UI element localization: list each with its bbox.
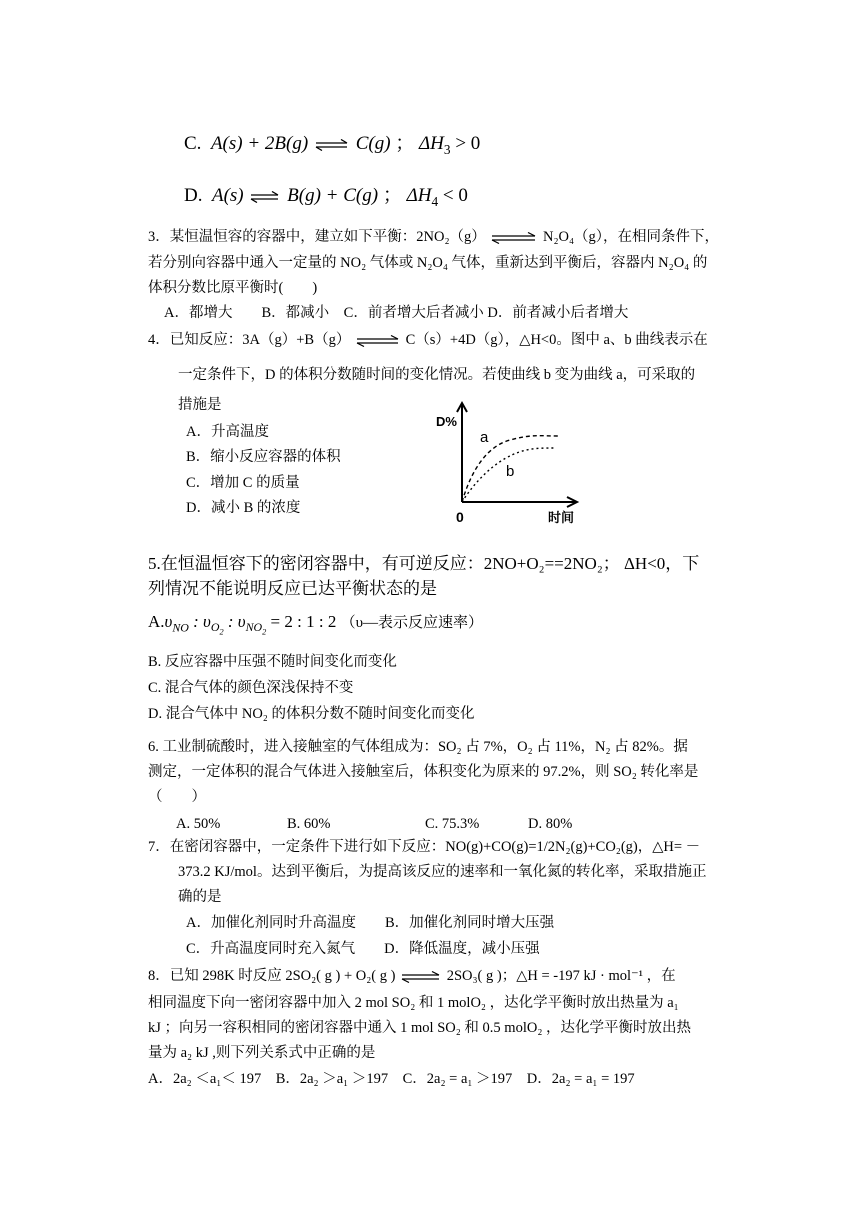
q3-line1 xyxy=(148,228,719,246)
q8-text: 2SO₃( g )；△H = -197 kJ · mol⁻¹ ，在 xyxy=(446,968,676,984)
q4-option-b: B．缩小反应容器的体积 xyxy=(186,449,341,465)
equilibrium-arrow-icon xyxy=(250,191,280,203)
q4-option-d: D．减小 B 的浓度 xyxy=(186,500,301,516)
q6-line1: 6. 工业制硫酸时，进入接触室的气体组成为：SO₂ 占 7%，O₂ 占 11%，N₂ 占 82%。据 xyxy=(148,739,688,755)
enthalpy-symbol: ΔH xyxy=(406,185,432,206)
q8-line2: 相同温度下向一密闭容器中加入 2 mol SO₂ 和 1 molO₂ ，达化学平衡时放出热量为 a₁ xyxy=(148,995,679,1011)
q4-line2: 一定条件下，D 的体积分数随时间的变化情况。若使曲线 b 变为曲线 a，可采取的 xyxy=(178,367,696,383)
q5-option-a: $A.\upsilon_{NO}$ : $\upsilon_{O_2}$ : $\upsilon_{NO_2} = 2$ : 1 : 2 （υ—表示反应速率） xyxy=(148,612,484,637)
q8-line1 xyxy=(148,967,676,985)
equilibrium-arrow-icon xyxy=(315,139,349,151)
q4-graph xyxy=(430,398,590,530)
reactants: A(s) + 2B(g) xyxy=(210,133,309,154)
enthalpy-condition: > 0 xyxy=(455,133,481,154)
q7-line3: 确的是 xyxy=(178,889,222,905)
rate-ratio: = 2 : 1 : 2 xyxy=(270,612,337,631)
q5-option-b: B. 反应容器中压强不随时间变化而变化 xyxy=(148,654,397,670)
q4-option-c: C．增加 C 的质量 xyxy=(186,475,300,491)
q5-enthalpy: ΔH<0，下 xyxy=(624,554,700,573)
rate-note: （υ—表示反应速率） xyxy=(340,615,484,631)
q6-line3: （ ） xyxy=(148,789,206,805)
q5-line1 xyxy=(148,553,699,575)
q6-line2: 测定，一定体积的混合气体进入接触室后，体积变化为原来的 97.2%，则 SO₂ 转化率是 xyxy=(148,764,699,780)
q3-options: A．都增大 B．都减小 C．前者增大后者减小 D．前者减小后者增大 xyxy=(164,305,629,321)
q7-options-ab: A．加催化剂同时升高温度 B．加催化剂同时增大压强 xyxy=(186,915,555,931)
q4-line3: 措施是 xyxy=(178,397,222,413)
q5-option-c: C. 混合气体的颜色深浅保持不变 xyxy=(148,680,354,696)
q8-line3: kJ ；向另一容积相同的密闭容器中通入 1 mol SO₂ 和 0.5 molO₂ ，达化学平衡时放出热 xyxy=(148,1020,691,1036)
products: C(g) xyxy=(355,133,391,154)
curve-a-label: a xyxy=(480,429,489,446)
q4-text: 4．已知反应：3A（g）+B（g） xyxy=(148,332,351,348)
equilibrium-arrow-icon xyxy=(401,971,441,983)
option-label: A. xyxy=(148,612,165,631)
reactants: A(s) xyxy=(211,185,244,206)
enthalpy-subscript: 3 xyxy=(443,141,451,157)
x-axis-label: 时间 xyxy=(548,510,575,525)
option-label: C. xyxy=(184,133,202,154)
q8-line4: 量为 a₂ kJ ,则下列关系式中正确的是 xyxy=(148,1045,376,1061)
q7-line2: 373.2 KJ/mol。达到平衡后，为提高该反应的速率和一氧化氮的转化率，采取措施正 xyxy=(178,864,707,880)
q5-line2: 列情况不能说明反应已达平衡状态的是 xyxy=(148,579,437,598)
q6-option-a: A. 50% xyxy=(176,816,221,832)
q3-line3: 体积分数比原平衡时( ) xyxy=(148,280,318,296)
q5-option-d: D. 混合气体中 NO₂ 的体积分数不随时间变化而变化 xyxy=(148,706,475,722)
products: B(g) + C(g) xyxy=(287,185,379,206)
curve-b-label: b xyxy=(506,463,515,480)
q6-option-b: B. 60% xyxy=(287,816,331,832)
enthalpy-condition: < 0 xyxy=(442,185,468,206)
option-2d-equation: D. A(s) B(g) + C(g) ； $\Delta H_4 < 0$ xyxy=(184,185,468,209)
q7-line1: 7．在密闭容器中，一定条件下进行如下反应：NO(g)+CO(g)=1/2N₂(g)+CO₂(g)，△H= － xyxy=(148,839,701,855)
q7-options-cd: C．升高温度同时充入氮气 D．降低温度，减小压强 xyxy=(186,941,540,957)
equilibrium-arrow-icon xyxy=(491,232,537,244)
enthalpy-subscript: 4 xyxy=(431,193,439,209)
q4-line1 xyxy=(148,331,708,349)
equilibrium-arrow-icon xyxy=(356,335,400,347)
origin-label: 0 xyxy=(456,509,464,525)
q8-options: A．2a₂ ＜a₁＜ 197 B．2a₂ ＞a₁ ＞197 C．2a₂ = a₁ ＞197 D．2a₂ = a₁ = 197 xyxy=(148,1071,635,1087)
q3-text: 3．某恒温恒容的容器中，建立如下平衡：2NO₂（g） xyxy=(148,229,486,245)
q5-text: 5.在恒温恒容下的密闭容器中，有可逆反应：2NO+O₂==2NO₂； xyxy=(148,554,620,573)
q3-line2: 若分别向容器中通入一定量的 NO₂ 气体或 N₂O₄ 气体，重新达到平衡后，容器内 N₂O₄ 的 xyxy=(148,255,708,271)
q6-option-d: D. 80% xyxy=(528,816,573,832)
q4-option-a: A．升高温度 xyxy=(186,424,269,440)
q3-text: N₂O₄（g），在相同条件下， xyxy=(543,229,720,245)
q6-option-c: C. 75.3% xyxy=(425,816,480,832)
y-axis-label: D% xyxy=(436,414,457,429)
option-2c-equation: C. A(s) + 2B(g) C(g) ； $\Delta H_3 > 0$ xyxy=(184,133,481,157)
q4-text: C（s）+4D（g），△H<0。图中 a、b 曲线表示在 xyxy=(405,332,708,348)
q8-text: 8．已知 298K 时反应 2SO₂( g ) + O₂( g ) xyxy=(148,968,396,984)
option-label: D. xyxy=(184,185,203,206)
enthalpy-symbol: ΔH xyxy=(419,133,444,154)
